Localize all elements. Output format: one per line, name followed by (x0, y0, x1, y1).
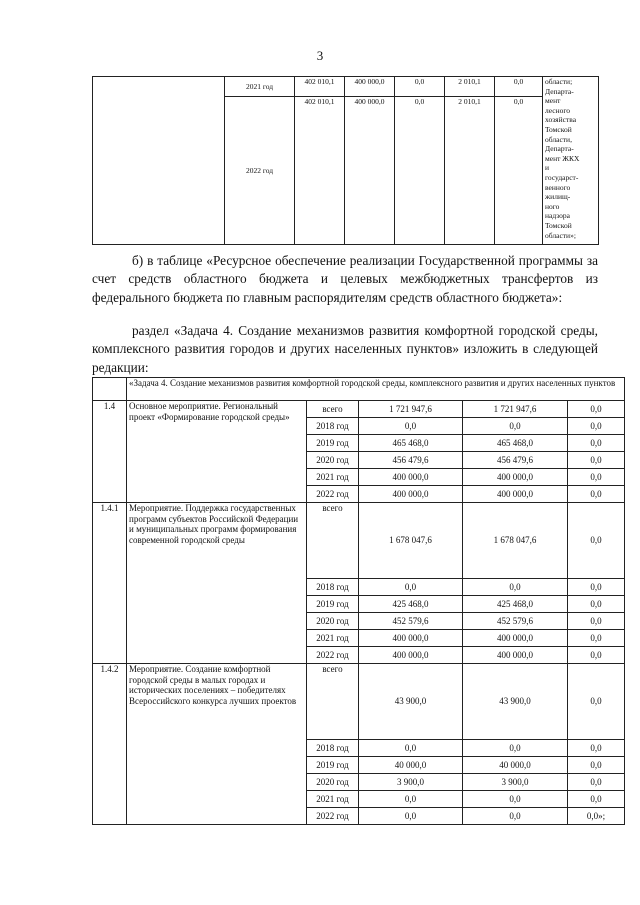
paragraph-section: раздел «Задача 4. Создание механизмов развития комфортной городской среды, комплексного развития городов и других населенных пунктов» изложить в следующей редакции: (92, 323, 598, 375)
table-row: 2022 год 400 000,0 400 000,0 0,0 (93, 647, 625, 664)
value-cell: 0,0 (495, 77, 543, 97)
table-row: 2019 год 465 468,0 465 468,0 0,0 (93, 435, 625, 452)
table-row: 2019 год 40 000,0 40 000,0 0,0 (93, 757, 625, 774)
table-header-row (93, 378, 625, 401)
table-row: 2021 год 400 000,0 400 000,0 0,0 (93, 469, 625, 486)
row-number: 1.4.2 (93, 664, 127, 825)
table-row: 2021 год 400 000,0 400 000,0 0,0 (93, 630, 625, 647)
row-number: 1.4 (93, 401, 127, 503)
table-row: 2020 год 452 579,6 452 579,6 0,0 (93, 613, 625, 630)
value-cell: 0,0 (395, 77, 445, 97)
table-row: 2020 год 456 479,6 456 479,6 0,0 (93, 452, 625, 469)
activity-name: Мероприятие. Создание комфортной городской среды в малых городах и исторических поселениях – победителях Всероссийского конкурса лучших проектов (127, 664, 307, 825)
continuation-table (92, 76, 599, 245)
value-cell: 400 000,0 (345, 97, 395, 245)
paragraph-b: б) в таблице «Ресурсное обеспечение реализации Государственной программы за счет средств областного бюджета и целевых межбюджетных трансфертов из федерального бюджета по главным распорядителям средств областного бюджета»: (92, 253, 598, 305)
table-row: 2019 год 425 468,0 425 468,0 0,0 (93, 596, 625, 613)
year-cell: 2022 год (225, 97, 295, 245)
value-cell: 402 010,1 (295, 97, 345, 245)
page-number: 3 (316, 48, 324, 63)
row-number: 1.4.1 (93, 503, 127, 664)
value-cell: 0,0 (495, 97, 543, 245)
table-row: 2018 год 0,0 0,0 0,0 (93, 579, 625, 596)
task-header: «Задача 4. Создание механизмов развития комфортной городской среды, комплексного развития и других населенных пунктов (127, 378, 625, 401)
table-row: 2018 год 0,0 0,0 0,0 (93, 740, 625, 757)
table-row: 2018 год 0,0 0,0 0,0 (93, 418, 625, 435)
table-row: 2021 год 0,0 0,0 0,0 (93, 791, 625, 808)
value-cell: 402 010,1 (295, 77, 345, 97)
table-row: 2022 год 400 000,0 400 000,0 0,0 (93, 486, 625, 503)
table-row: 2022 год 0,0 0,0 0,0»; (93, 808, 625, 825)
table-row: 1.4.2 Мероприятие. Создание комфортной городской среды в малых городах и исторических поселениях – победителях Всероссийского конкурса лучших проектов всего 43 900,0 43 900,0 0,0 (93, 664, 625, 740)
activity-name: Мероприятие. Поддержка государственных программ субъектов Российской Федерации и муниципальных программ формирования современной городской среды (127, 503, 307, 664)
value-cell: 0,0 (395, 97, 445, 245)
table-row: 1.4.1 Мероприятие. Поддержка государственных программ субъектов Российской Федерации и муниципальных программ формирования современной городской среды всего 1 678 047,6 1 678 047,6 0,0 (93, 503, 625, 579)
activity-name: Основное мероприятие. Региональный проект «Формирование городской среды» (127, 401, 307, 503)
table-row (93, 77, 599, 97)
table-row: 2020 год 3 900,0 3 900,0 0,0 (93, 774, 625, 791)
resource-table (92, 377, 625, 825)
table-row: 1.4 Основное мероприятие. Региональный проект «Формирование городской среды» всего 1 721 947,6 1 721 947,6 0,0 (93, 401, 625, 418)
value-cell: 2 010,1 (445, 77, 495, 97)
value-cell: 400 000,0 (345, 77, 395, 97)
responsible-cell: области; Департа- мент лесного хозяйства Томской области, Департа- мент ЖКХ и государст- венного жилищ- ного надзора Томской области»; (543, 77, 599, 245)
value-cell: 2 010,1 (445, 97, 495, 245)
year-cell: 2021 год (225, 77, 295, 97)
